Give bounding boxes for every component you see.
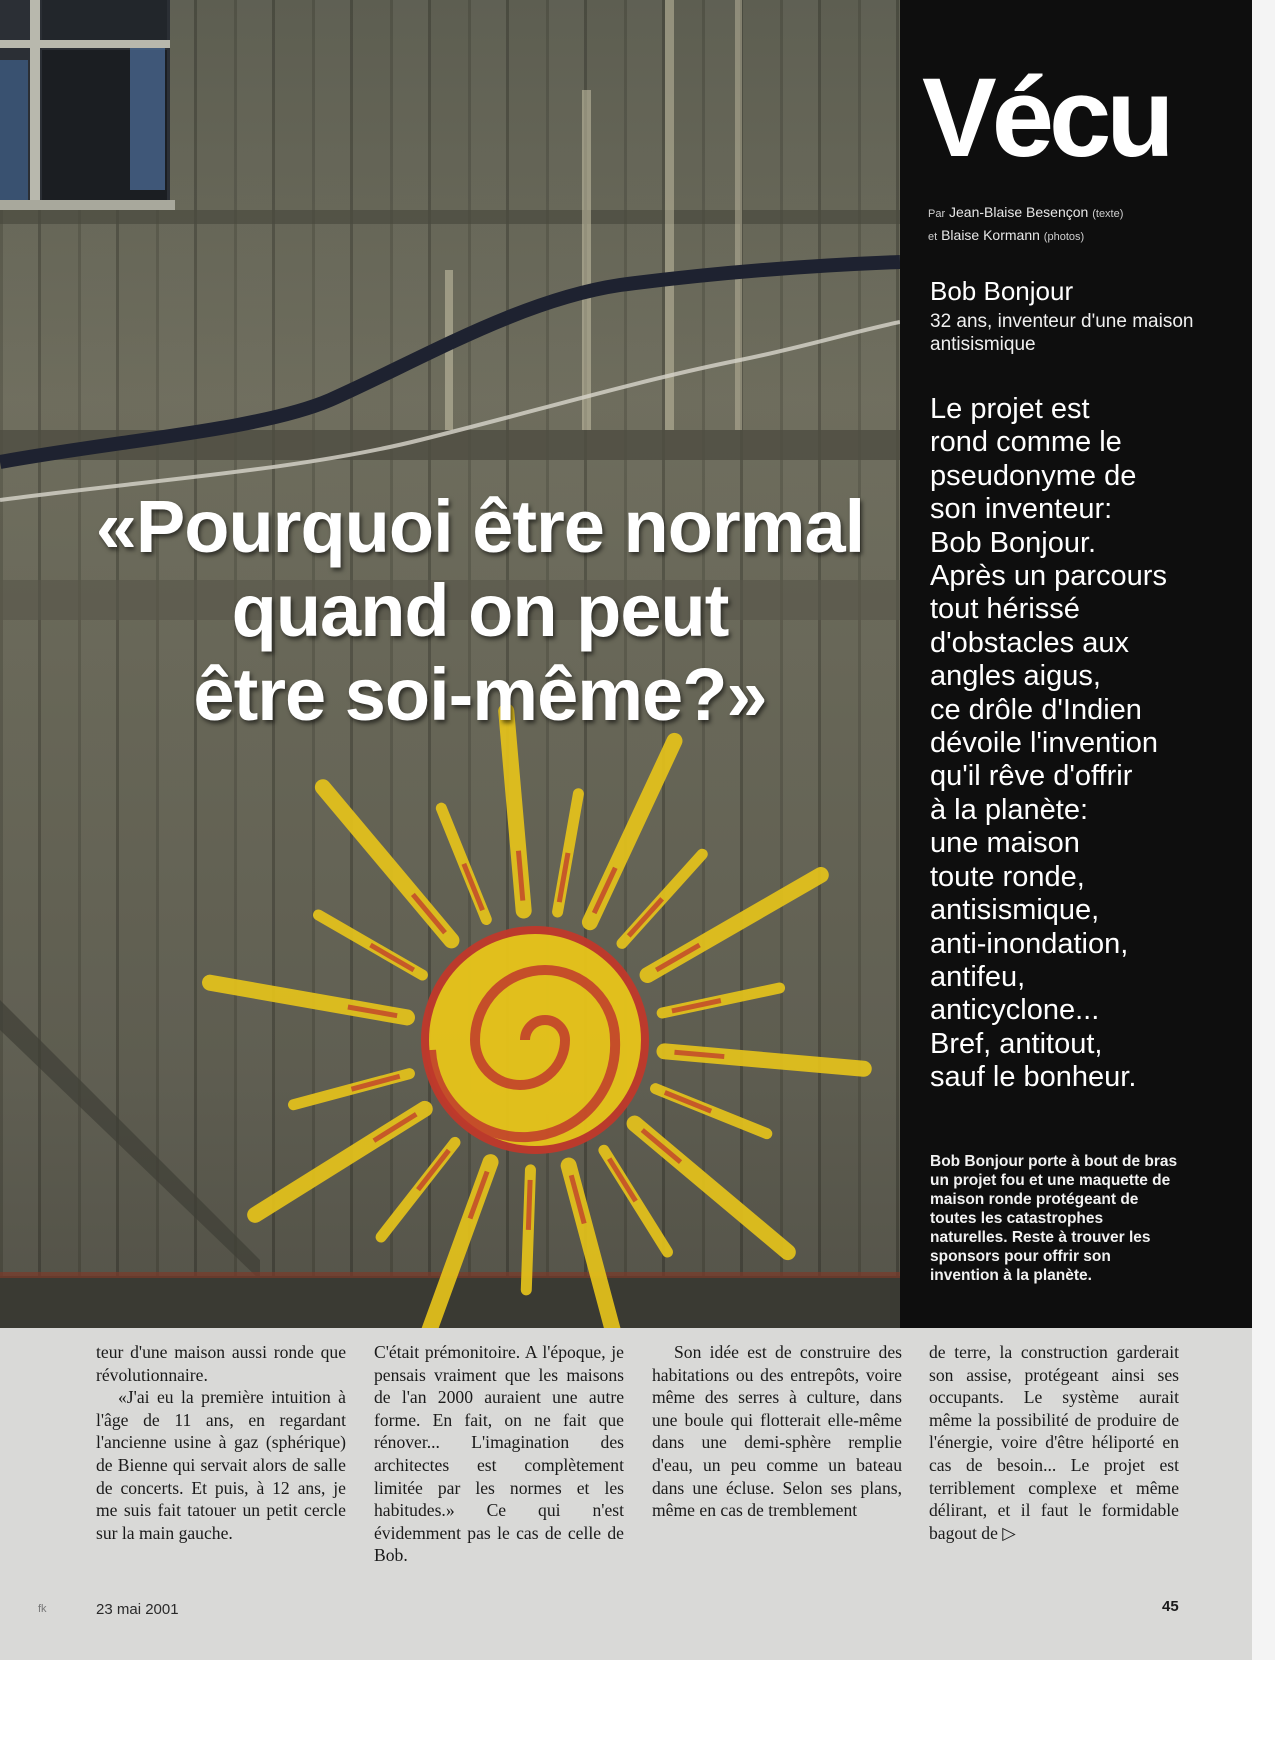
byline-author bbox=[928, 202, 1123, 225]
window bbox=[0, 0, 175, 210]
lede-line: ce drôle d'Indien bbox=[930, 693, 1142, 726]
lede-line: antisismique, bbox=[930, 894, 1100, 927]
byline-author-role: (texte) bbox=[1092, 208, 1124, 220]
headline-line-1: «Pourquoi être normal bbox=[95, 485, 865, 568]
byline bbox=[928, 202, 1123, 248]
lede-line: qu'il rêve d'offrir bbox=[930, 760, 1133, 793]
batten bbox=[735, 0, 742, 430]
sun-ray-accent bbox=[418, 1150, 449, 1189]
sun-ray-accent bbox=[528, 1180, 530, 1230]
photo-caption: Bob Bonjour porte à bout de bras un projet fou et une maquette de maison ronde protégeant de toutes les catastrophes naturelles. Reste à trouver les sponsors pour offrir son invention à la planète. bbox=[930, 1153, 1178, 1284]
subject-name: Bob Bonjour bbox=[930, 276, 1074, 306]
lede-line: angles aigus, bbox=[930, 660, 1101, 693]
text-column-3 bbox=[652, 1341, 902, 1522]
paragraph: C'était prémonitoire. A l'époque, je pensais vraiment que les maisons de l'an 2000 auraient une autre forme. En fait, on ne fait que rénover... L'imagination des architectes est complètement limitée par les normes et les habitudes.» Ce qui n'est évidemment pas le cas de celle de Bob. bbox=[374, 1342, 624, 1566]
side-panel bbox=[900, 0, 1252, 1328]
lede-line: une maison bbox=[930, 827, 1080, 860]
byline-prefix: Par bbox=[928, 208, 946, 220]
subject-description: 32 ans, inventeur d'une maison antisismique bbox=[930, 311, 1194, 355]
lede-line: anticyclone... bbox=[930, 994, 1100, 1027]
batten bbox=[582, 90, 591, 430]
byline-author-name: Jean-Blaise Besençon bbox=[949, 204, 1089, 220]
lede-line: toute ronde, bbox=[930, 860, 1085, 893]
folio-mark: fk bbox=[38, 1603, 47, 1615]
lede-line: Le projet est bbox=[930, 393, 1090, 425]
lede-line: son inventeur: bbox=[930, 493, 1113, 526]
stair-rail bbox=[0, 1000, 260, 1280]
byline-prefix: et bbox=[928, 231, 938, 243]
lede-line: antifeu, bbox=[930, 960, 1026, 993]
bottom-margin bbox=[0, 1660, 1275, 1752]
section-title: Vécu bbox=[922, 55, 1170, 180]
lede-line: pseudonyme de bbox=[930, 459, 1137, 492]
sun-ray-accent bbox=[609, 1159, 635, 1201]
byline-photographer-role: (photos) bbox=[1043, 231, 1085, 243]
lede-line: Bref, antitout, bbox=[930, 1027, 1103, 1060]
lede-line: Bob Bonjour. bbox=[930, 526, 1097, 559]
sun-ray-accent bbox=[464, 864, 483, 910]
sun-ray-accent bbox=[642, 1130, 680, 1162]
lede-line: à la planète: bbox=[930, 793, 1089, 826]
text-column-4 bbox=[929, 1341, 1179, 1544]
headline-quote bbox=[80, 485, 880, 737]
lede-line: d'obstacles aux bbox=[930, 626, 1129, 659]
paragraph: Son idée est de construire des habitations ou des entrepôts, voire même des serres à culture, dans une boule qui flotterait elle-même dans une demi-sphère remplie d'eau, un peu comme un bateau dans une écluse. Selon ses plans, même en cas de tremblement bbox=[652, 1342, 902, 1521]
lede-line: Après un parcours bbox=[930, 560, 1167, 593]
headline-line-2: quand on peut bbox=[231, 569, 729, 652]
lede-line: anti-inondation, bbox=[930, 927, 1129, 960]
paragraph: «J'ai eu la première intuition à l'âge de 11 ans, en regardant l'ancienne usine à gaz (sphérique) de Bienne qui servait alors de salle de concerts. Et puis, à 12 ans, je me suis fait tatouer un petit cercle sur la main gauche. bbox=[96, 1387, 346, 1543]
board bbox=[0, 210, 900, 224]
lede-line: dévoile l'invention bbox=[930, 727, 1159, 760]
lede-line: sauf le bonheur. bbox=[930, 1061, 1137, 1094]
sun-ray-accent bbox=[413, 894, 445, 932]
lede-line: rond comme le bbox=[930, 426, 1122, 459]
sun-ray-accent bbox=[665, 1092, 711, 1111]
sun-ray-accent bbox=[629, 899, 662, 936]
batten bbox=[665, 0, 674, 430]
sun-icon bbox=[425, 930, 645, 1150]
text-column-2 bbox=[374, 1341, 624, 1567]
paragraph: teur d'une maison aussi ronde que révolutionnaire. bbox=[96, 1342, 346, 1385]
page-number: 45 bbox=[1162, 1598, 1179, 1615]
lede-line: tout hérissé bbox=[930, 593, 1080, 626]
byline-photographer-name: Blaise Kormann bbox=[941, 227, 1040, 243]
paragraph: de terre, la construction garderait son assise, protégeant ainsi ses occupants. Le système aurait même la possibilité de produire de l'énergie, voire d'être héliporté en cas de besoin... Le projet est terriblement complexe et même délirant, et il faut le formidable bagout de ▷ bbox=[929, 1342, 1179, 1543]
page-edge bbox=[1252, 0, 1275, 1660]
text-column-1 bbox=[96, 1341, 346, 1544]
issue-date: 23 mai 2001 bbox=[96, 1601, 179, 1618]
sun-ray-accent bbox=[370, 945, 413, 970]
lede-paragraph bbox=[930, 393, 1248, 1095]
headline-line-3: être soi-même?» bbox=[193, 653, 767, 736]
byline-photographer bbox=[928, 225, 1123, 248]
